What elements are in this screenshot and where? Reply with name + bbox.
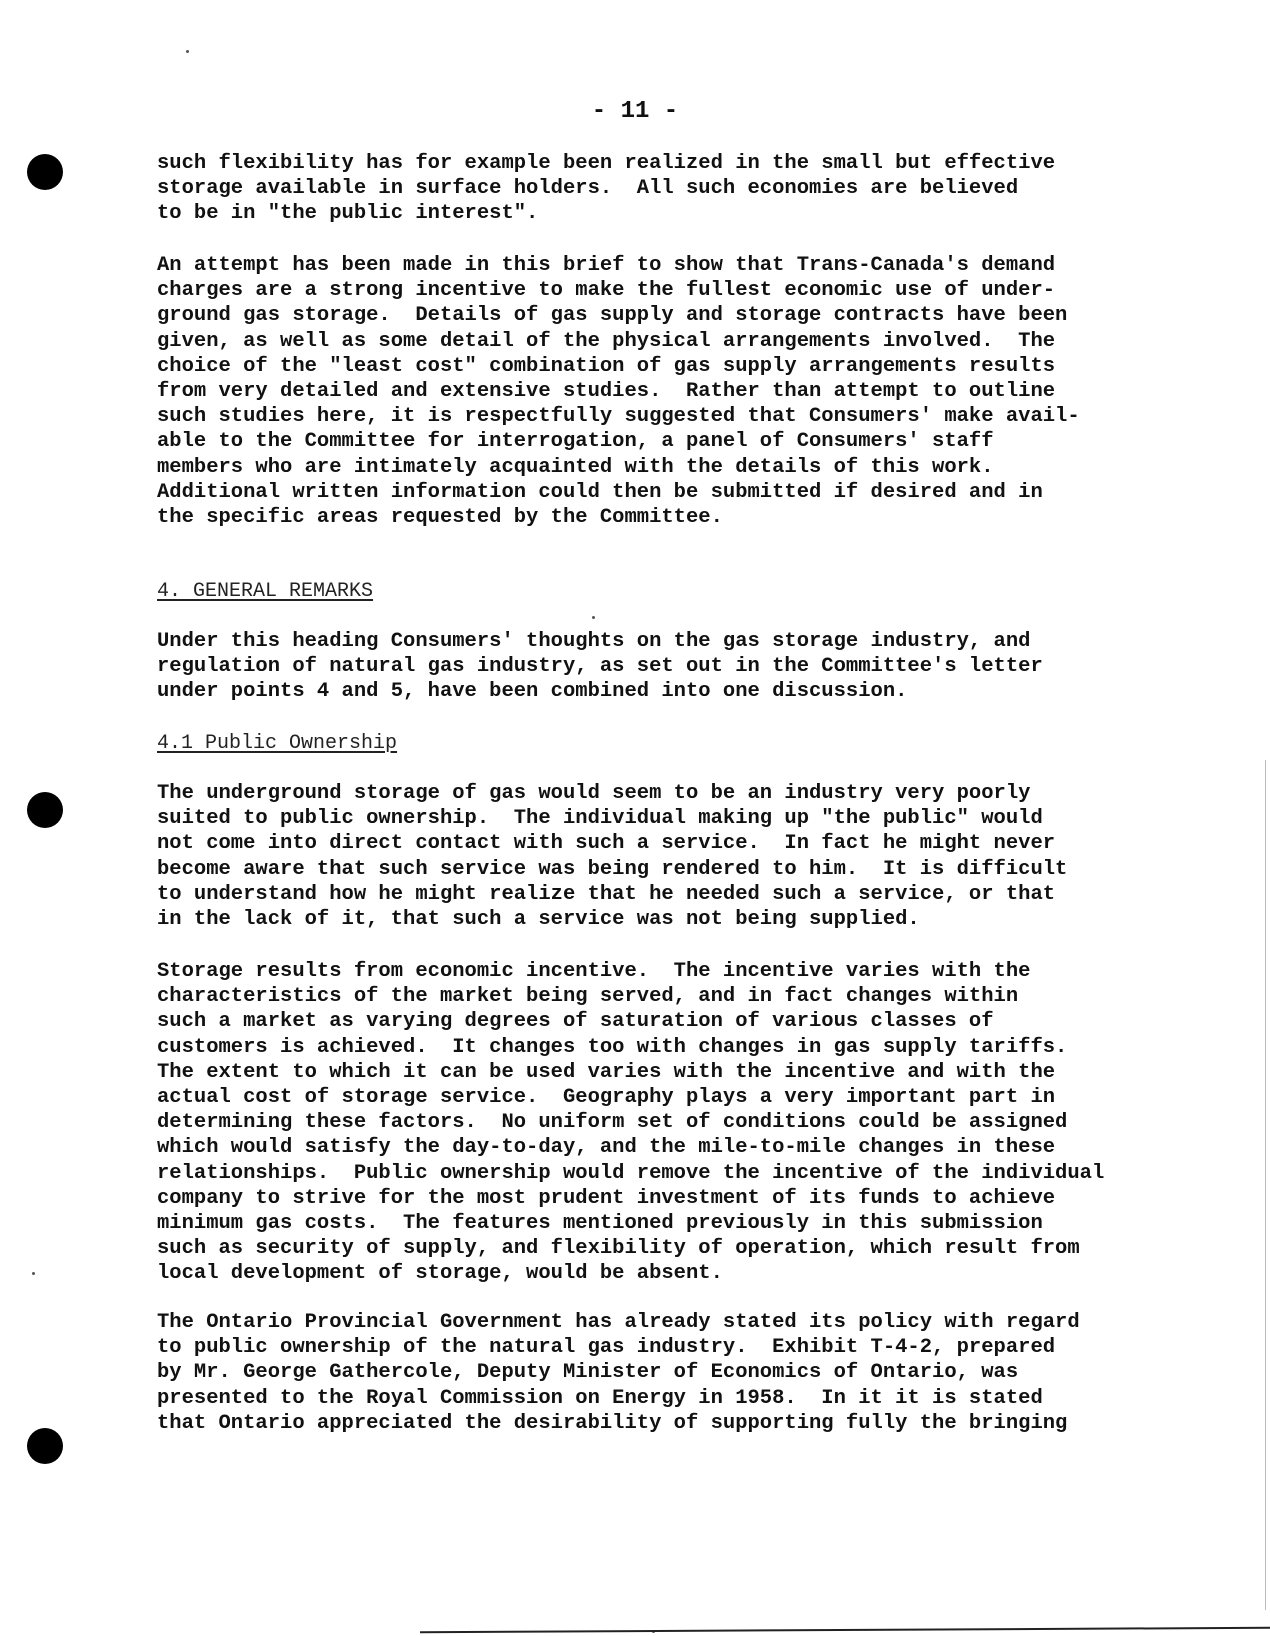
page-edge-line (420, 1627, 1270, 1633)
punch-hole-bottom (27, 1428, 63, 1464)
paragraph-underground-storage: The underground storage of gas would seem to be an industry very poorly suited to public ownership. The individual making up "the public" would not come into direct contact with such a service. In fact he might never become aware that such service was being rendered to him. It is difficult to understand how he might realize that he needed such a service, or that in the lack of it, that such a service was not being supplied. (157, 782, 1068, 932)
punch-hole-top (27, 154, 63, 190)
page-right-edge (1265, 760, 1266, 1610)
section-heading-general-remarks: 4. GENERAL REMARKS (157, 580, 374, 603)
scan-speck (32, 1272, 35, 1275)
page-number: - 11 - (591, 98, 679, 125)
subsection-heading-public-ownership: 4.1 Public Ownership (157, 732, 398, 755)
scan-speck (592, 616, 595, 619)
paragraph-flexibility: such flexibility has for example been realized in the small but effective storage available in surface holders. All such economies are believed to be in "the public interest". (157, 152, 1056, 226)
paragraph-ontario-government: The Ontario Provincial Government has already stated its policy with regard to public ownership of the natural gas industry. Exhibit T-4-2, prepared by Mr. George Gathercole, Deputy Minister of Economics of Ontario, was presented to the Royal Commission on Energy in 1958. In it it is stated that Ontario appreciated the desirability of supporting fully the bringing (157, 1311, 1080, 1435)
scan-speck (186, 50, 189, 53)
paragraph-under-this-heading: Under this heading Consumers' thoughts on the gas storage industry, and regulation of natural gas industry, as set out in the Committee's letter under points 4 and 5, have been combined into one discussion. (157, 630, 1043, 704)
paragraph-storage-results: Storage results from economic incentive. The incentive varies with the characteristics of the market being served, and in fact changes within such a market as varying degrees of saturation of various classes of customers is achieved. It changes too with changes in gas supply tariffs. The extent to which it can be used varies with the incentive and with the actual cost of storage service. Geography plays a very important part in determining these factors. No uniform set of conditions could be assigned which would satisfy the day-to-day, and the mile-to-mile changes in these relationships. Public ownership would remove the incentive of the individual company to strive for the most prudent investment of its funds to achieve minimum gas costs. The features mentioned previously in this submission such as security of supply, and flexibility of operation, which result from local development of storage, would be absent. (157, 960, 1105, 1286)
paragraph-demand-charges: An attempt has been made in this brief to show that Trans-Canada's demand charges are a strong incentive to make the fullest economic use of under- ground gas storage. Details of gas supply and storage contracts have been given, as well as some detail of the physical arrangements involved. The choice of the "least cost" combination of gas supply arrangements results from very detailed and extensive studies. Rather than attempt to outline such studies here, it is respectfully suggested that Consumers' make avail- able to the Committee for interrogation, a panel of Consumers' staff members who are intimately acquainted with the details of this work. Additional written information could then be submitted if desired and in the specific areas requested by the Committee. (157, 254, 1080, 530)
punch-hole-middle (27, 792, 63, 828)
